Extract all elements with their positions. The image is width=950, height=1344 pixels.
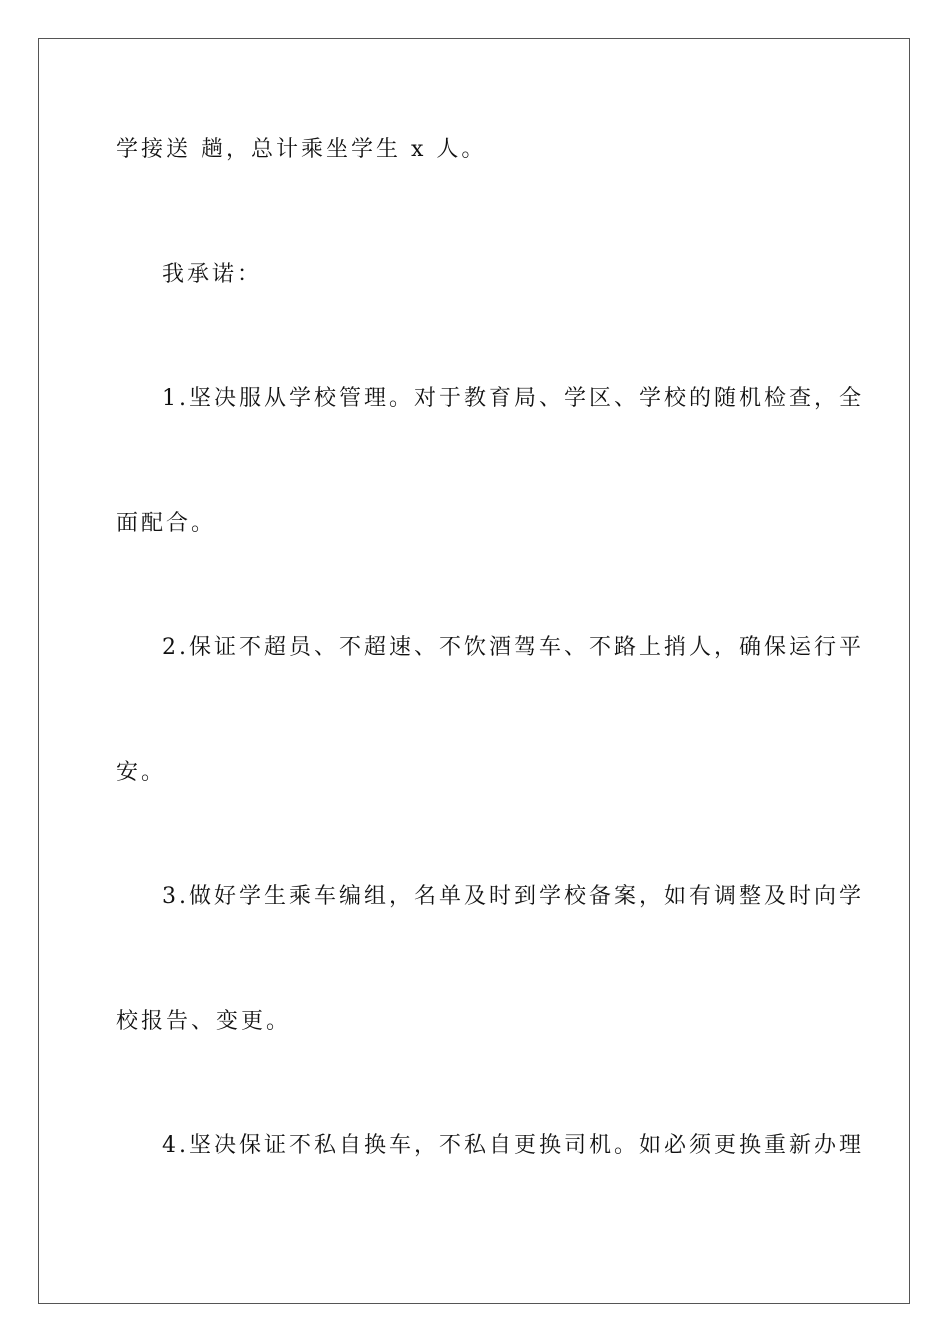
text-line-8: 校报告、变更。 (116, 1009, 292, 1034)
page-frame (38, 38, 910, 1304)
text-line-3: 1.坚决服从学校管理。对于教育局、学区、学校的随机检查，全 (162, 386, 864, 411)
text-line-9: 4.坚决保证不私自换车，不私自更换司机。如必须更换重新办理 (162, 1133, 864, 1158)
text-line-6: 安。 (116, 760, 167, 785)
text-line-2: 我承诺： (162, 262, 263, 287)
text-line-4: 面配合。 (116, 511, 217, 536)
text-line-7: 3.做好学生乘车编组，名单及时到学校备案，如有调整及时向学 (162, 884, 864, 909)
text-line-5: 2.保证不超员、不超速、不饮酒驾车、不路上捎人，确保运行平 (162, 635, 864, 660)
text-line-1: 学接送 趟，总计乘坐学生 x 人。 (116, 137, 487, 162)
